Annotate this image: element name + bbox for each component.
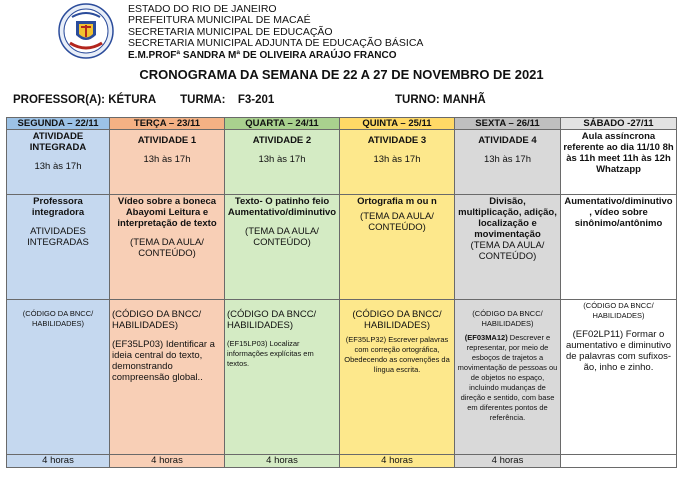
- bncc-text: (EF15LP03) Localizar informações explícitas em textos.: [227, 339, 314, 368]
- bncc-text: (EF35LP32) Escrever palavras com correção ortográfica, Obedecendo as convenções da língua escrita.: [344, 335, 450, 374]
- activity-time: 13h às 17h: [483, 154, 531, 165]
- bncc-text: (EF02LP11) Formar o aumentativo e diminutivo de palavras com sufixos- ão, inho e zinho.: [565, 329, 672, 373]
- activity-title: ATIVIDADE 3: [367, 135, 427, 146]
- content-title: Professora integradora: [31, 196, 85, 218]
- schedule-table: [6, 117, 677, 468]
- bncc-label: (CÓDIGO DA BNCC/ HABILIDADES): [352, 309, 442, 331]
- hours-sabado: [561, 455, 677, 468]
- bncc-cell-terca: [110, 300, 225, 455]
- header-line-state: ESTADO DO RIO DE JANEIRO: [128, 3, 277, 15]
- turno-value: MANHÃ: [442, 94, 486, 106]
- bncc-label: (CÓDIGO DA BNCC/ HABILIDADES): [583, 301, 654, 320]
- hours-segunda: 4 horas: [7, 455, 110, 468]
- table-header-row: [7, 118, 677, 130]
- turma-value: F3-201: [237, 94, 275, 106]
- content-title: Divisão, multiplicação, adição, localização e movimentação: [458, 196, 557, 240]
- header-segunda: SEGUNDA – 22/11: [7, 118, 110, 130]
- professor-info: [13, 94, 274, 106]
- page-title: CRONOGRAMA DA SEMANA DE 22 A 27 DE NOVEMBRO DE 2021: [139, 67, 544, 82]
- activity-time: 13h às 17h: [258, 154, 306, 165]
- bncc-text-block: [457, 333, 558, 423]
- bncc-row: [7, 300, 677, 455]
- bncc-cell-segunda: [7, 300, 110, 455]
- content-sub: (TEMA DA AULA/ CONTEÚDO): [130, 237, 204, 259]
- content-title: Aumentativo/diminutivo , vídeo sobre sinônimo/antônimo: [564, 196, 673, 229]
- header-sabado: SÁBADO -27/11: [561, 118, 677, 130]
- content-sub: (TEMA DA AULA/ CONTEÚDO): [360, 211, 434, 233]
- content-title: Ortografia m ou n: [357, 196, 437, 207]
- bncc-text: (EF35LP03) Identificar a ideia central do texto, demonstrando compreensão global..: [112, 339, 215, 383]
- content-cell-quinta: [340, 195, 455, 300]
- content-title: Texto- O patinho feio Aumentativo/diminutivo: [227, 196, 337, 218]
- content-cell-sexta: [455, 195, 561, 300]
- bncc-cell-quarta: [225, 300, 340, 455]
- bncc-label: (CÓDIGO DA BNCC/ HABILIDADES): [472, 309, 543, 328]
- bncc-cell-sexta: [455, 300, 561, 455]
- activity-row: [7, 130, 677, 195]
- activity-title: ATIVIDADE 2: [252, 135, 312, 146]
- content-sub: (TEMA DA AULA/ CONTEÚDO): [245, 226, 319, 248]
- header-terca: TERÇA – 23/11: [110, 118, 225, 130]
- activity-cell-quinta: [340, 130, 455, 195]
- school-crest-logo: [58, 3, 114, 59]
- bncc-cell-quinta: [340, 300, 455, 455]
- hours-row: [7, 455, 677, 468]
- activity-title: ATIVIDADE 4: [478, 135, 537, 146]
- content-title: Vídeo sobre a boneca Abayomi Leitura e interpretação de texto: [117, 196, 217, 229]
- hours-quarta: 4 horas: [225, 455, 340, 468]
- header-line-secretaria: SECRETARIA MUNICIPAL DE EDUCAÇÃO: [128, 25, 333, 38]
- content-cell-terca: [110, 195, 225, 300]
- turno-label: TURNO:: [395, 94, 440, 106]
- content-cell-sabado: [561, 195, 677, 300]
- activity-time: 13h às 17h: [34, 161, 82, 172]
- header-school: E.M.PROFª SANDRA Mª DE OLIVEIRA ARAÚJO FRANCO: [128, 49, 397, 61]
- activity-cell-quarta: [225, 130, 340, 195]
- activity-title: ATIVIDADE INTEGRADA: [29, 131, 87, 153]
- turma-label: TURMA:: [180, 94, 226, 106]
- hours-quinta: 4 horas: [340, 455, 455, 468]
- turno-info: [395, 94, 486, 106]
- activity-cell-segunda: [7, 130, 110, 195]
- professor-name: KÉTURA: [108, 94, 156, 106]
- bncc-cell-sabado: [561, 300, 677, 455]
- content-cell-quarta: [225, 195, 340, 300]
- header-lines: [128, 4, 423, 61]
- activity-cell-terca: [110, 130, 225, 195]
- content-cell-segunda: [7, 195, 110, 300]
- activity-cell-sabado: [561, 130, 677, 195]
- activity-title: Aula assíncrona referente ao dia 11/10 8h às 11h meet 11h às 12h Whatzapp: [563, 131, 674, 175]
- content-sub: (TEMA DA AULA/ CONTEÚDO): [470, 240, 545, 262]
- header-sexta: SEXTA – 26/11: [455, 118, 561, 130]
- activity-cell-sexta: [455, 130, 561, 195]
- activity-title: ATIVIDADE 1: [137, 135, 197, 146]
- hours-sexta: 4 horas: [455, 455, 561, 468]
- professor-label: PROFESSOR(A):: [13, 94, 105, 106]
- activity-time: 13h às 17h: [143, 154, 191, 165]
- header-quarta: QUARTA – 24/11: [225, 118, 340, 130]
- header-quinta: QUINTA – 25/11: [340, 118, 455, 130]
- bncc-label: (CÓDIGO DA BNCC/ HABILIDADES): [22, 309, 94, 328]
- bncc-label: (CÓDIGO DA BNCC/ HABILIDADES): [227, 309, 317, 331]
- bncc-text: Descrever e representar, por meio de esboços de trajetos a movimentação de pessoas ou de objetos no espaço, incluindo mudanças de direção e sentido, com base em diferentes pontos de referência.: [457, 333, 558, 422]
- hours-terca: 4 horas: [110, 455, 225, 468]
- header-line-prefeitura: PREFEITURA MUNICIPAL DE MACAÉ: [128, 14, 311, 27]
- activity-time: 13h às 17h: [373, 154, 421, 165]
- bncc-label: (CÓDIGO DA BNCC/ HABILIDADES): [112, 309, 202, 331]
- content-sub: ATIVIDADES INTEGRADAS: [27, 226, 89, 248]
- content-row: [7, 195, 677, 300]
- header-line-adjunta: SECRETARIA MUNICIPAL ADJUNTA DE EDUCAÇÃO BÁSICA: [128, 37, 424, 50]
- bncc-code: (EF03MA12): [464, 333, 508, 342]
